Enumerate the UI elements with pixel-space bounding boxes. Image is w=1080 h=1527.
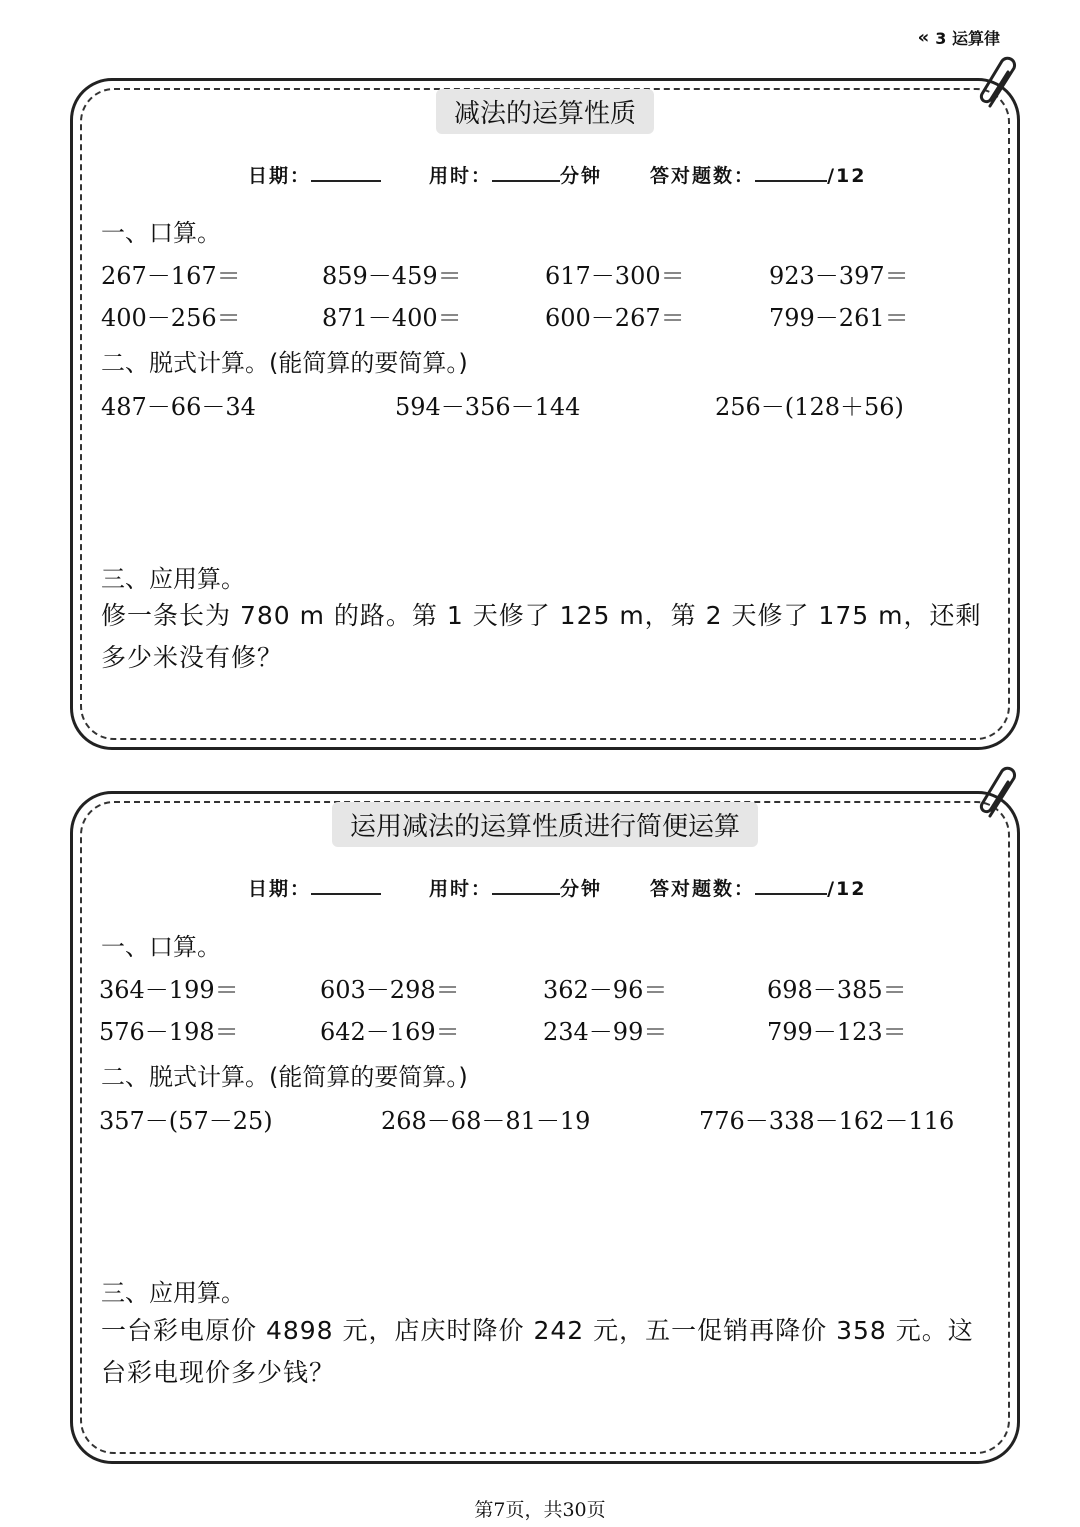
word-problem: 一台彩电原价 4898 元，店庆时降价 242 元，五一促销再降价 358 元。这台彩电现价多少钱？	[101, 1316, 974, 1387]
oral-expression: 267－167＝	[101, 262, 241, 290]
time-label: 用时：	[429, 878, 493, 900]
time-unit: 分钟	[560, 165, 603, 187]
oral-expression: 364－199＝	[99, 976, 239, 1004]
worksheet-meta	[248, 874, 866, 901]
date-label: 日期：	[248, 165, 312, 187]
stepwise-expression: 594－356－144	[395, 393, 581, 421]
stepwise-expression: 776－338－162－116	[699, 1107, 955, 1135]
time-unit: 分钟	[560, 878, 603, 900]
double-chevron-left-icon: «	[917, 27, 930, 48]
score-blank[interactable]	[755, 179, 827, 182]
date-blank[interactable]	[311, 179, 381, 182]
date-blank[interactable]	[311, 892, 381, 895]
score-label: 答对题数：	[650, 165, 756, 187]
section-heading-application: 三、应用算。	[101, 565, 245, 593]
date-label: 日期：	[248, 878, 312, 900]
worksheet-title: 减法的运算性质	[436, 89, 654, 134]
oral-expression: 603－298＝	[320, 976, 460, 1004]
worksheet-title: 运用减法的运算性质进行简便运算	[332, 802, 758, 847]
word-problem: 修一条长为 780 m 的路。第 1 天修了 125 m，第 2 天修了 175 m，还剩多少米没有修？	[101, 601, 982, 672]
oral-expression: 698－385＝	[767, 976, 907, 1004]
score-total: /12	[827, 165, 867, 187]
worksheet-card-2	[70, 791, 1020, 1464]
oral-expression: 923－397＝	[769, 262, 909, 290]
oral-expression: 799－123＝	[767, 1018, 907, 1046]
oral-expression: 799－261＝	[769, 304, 909, 332]
page-number-footer: 第7页，共30页	[474, 1499, 606, 1521]
time-blank[interactable]	[492, 179, 560, 182]
oral-expression: 600－267＝	[545, 304, 685, 332]
oral-expression: 576－198＝	[99, 1018, 239, 1046]
worksheet-card-1	[70, 78, 1020, 750]
score-label: 答对题数：	[650, 878, 756, 900]
stepwise-expression: 256－(128＋56)	[715, 393, 904, 421]
time-blank[interactable]	[492, 892, 560, 895]
section-heading-oral: 一、口算。	[101, 933, 221, 961]
stepwise-expression: 268－68－81－19	[381, 1107, 591, 1135]
oral-expression: 234－99＝	[543, 1018, 668, 1046]
oral-expression: 362－96＝	[543, 976, 668, 1004]
section-heading-stepwise: 二、脱式计算。(能简算的要简算。)	[101, 349, 468, 377]
stepwise-expression: 487－66－34	[101, 393, 256, 421]
score-blank[interactable]	[755, 892, 827, 895]
oral-expression: 400－256＝	[101, 304, 241, 332]
section-heading-stepwise: 二、脱式计算。(能简算的要简算。)	[101, 1063, 468, 1091]
oral-expression: 859－459＝	[322, 262, 462, 290]
chapter-header	[918, 26, 1000, 49]
paperclip-icon	[976, 56, 1026, 112]
section-heading-oral: 一、口算。	[101, 219, 221, 247]
oral-expression: 871－400＝	[322, 304, 462, 332]
worksheet-meta	[248, 161, 866, 188]
time-label: 用时：	[429, 165, 493, 187]
section-heading-application: 三、应用算。	[101, 1279, 245, 1307]
paperclip-icon	[976, 766, 1026, 822]
chapter-title: 3 运算律	[935, 29, 1000, 48]
oral-expression: 642－169＝	[320, 1018, 460, 1046]
oral-expression: 617－300＝	[545, 262, 685, 290]
stepwise-expression: 357－(57－25)	[99, 1107, 273, 1135]
score-total: /12	[827, 878, 867, 900]
